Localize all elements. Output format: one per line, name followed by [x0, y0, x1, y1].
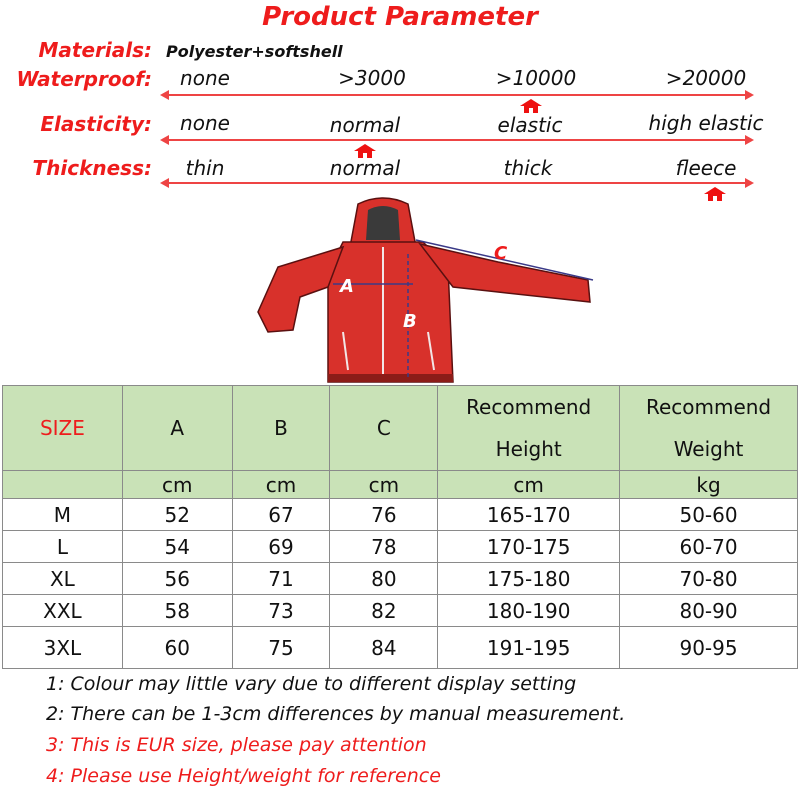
- header-weight-line1: Recommend: [645, 395, 772, 419]
- cell-weight: 50-60: [620, 499, 798, 531]
- cell-c: 76: [330, 499, 438, 531]
- waterproof-scale-4: >20000: [665, 66, 747, 90]
- table-row: [3, 563, 798, 595]
- thickness-label: Thickness:: [32, 156, 152, 180]
- unit-weight: kg: [620, 471, 798, 499]
- diagram-label-b: B: [403, 311, 417, 332]
- cell-a: 56: [122, 563, 232, 595]
- header-recommend-height: [438, 386, 620, 471]
- size-table: [2, 385, 798, 669]
- cell-size: XXL: [3, 595, 123, 627]
- elasticity-scale-2: normal: [329, 113, 401, 137]
- materials-value: Polyester+softshell: [166, 42, 343, 61]
- thickness-scale-1: thin: [185, 156, 225, 180]
- table-row: [3, 531, 798, 563]
- header-recommend-weight: [620, 386, 798, 471]
- cell-c: 84: [330, 627, 438, 669]
- waterproof-scale-2: >3000: [338, 66, 406, 90]
- cell-weight: 60-70: [620, 531, 798, 563]
- cell-height: 191-195: [438, 627, 620, 669]
- elasticity-scale-1: none: [180, 111, 230, 135]
- cell-height: 170-175: [438, 531, 620, 563]
- cell-weight: 90-95: [620, 627, 798, 669]
- jacket-measurement-diagram: [248, 192, 608, 387]
- header-height-line2: Height: [495, 437, 562, 461]
- cell-c: 80: [330, 563, 438, 595]
- header-height-line1: Recommend: [466, 395, 592, 419]
- thickness-scale-2: normal: [329, 156, 401, 180]
- header-size: SIZE: [3, 386, 123, 471]
- waterproof-selected-marker-icon: [519, 98, 543, 114]
- cell-weight: 80-90: [620, 595, 798, 627]
- elasticity-scale-3: elastic: [497, 113, 563, 137]
- header-a: A: [122, 386, 232, 471]
- cell-height: 165-170: [438, 499, 620, 531]
- thickness-scale-4: fleece: [675, 156, 737, 180]
- unit-c: cm: [330, 471, 438, 499]
- note-1: 1: Colour may little vary due to different display setting: [46, 673, 577, 695]
- cell-size: XL: [3, 563, 123, 595]
- waterproof-scale-3: >10000: [495, 66, 577, 90]
- cell-a: 52: [122, 499, 232, 531]
- cell-b: 67: [232, 499, 330, 531]
- diagram-label-a: A: [340, 276, 354, 297]
- unit-size: [3, 471, 123, 499]
- page-title: Product Parameter: [262, 2, 538, 32]
- note-3: 3: This is EUR size, please pay attention: [46, 734, 427, 756]
- thickness-scale-line: [162, 182, 752, 184]
- waterproof-label: Waterproof:: [16, 67, 152, 91]
- header-b: B: [232, 386, 330, 471]
- unit-b: cm: [232, 471, 330, 499]
- waterproof-scale-line: [162, 94, 752, 96]
- table-row: [3, 595, 798, 627]
- cell-height: 180-190: [438, 595, 620, 627]
- table-row: [3, 499, 798, 531]
- cell-weight: 70-80: [620, 563, 798, 595]
- materials-label: Materials:: [38, 38, 152, 62]
- cell-a: 58: [122, 595, 232, 627]
- cell-b: 71: [232, 563, 330, 595]
- elasticity-scale-4: high elastic: [648, 111, 764, 135]
- elasticity-scale-line: [162, 139, 752, 141]
- table-header-row: [3, 386, 798, 471]
- cell-size: M: [3, 499, 123, 531]
- thickness-selected-marker-icon: [703, 186, 727, 202]
- table-row: [3, 627, 798, 669]
- cell-b: 69: [232, 531, 330, 563]
- cell-a: 54: [122, 531, 232, 563]
- cell-b: 75: [232, 627, 330, 669]
- cell-c: 82: [330, 595, 438, 627]
- unit-height: cm: [438, 471, 620, 499]
- elasticity-label: Elasticity:: [40, 112, 152, 136]
- cell-b: 73: [232, 595, 330, 627]
- header-weight-line2: Weight: [673, 437, 744, 461]
- note-2: 2: There can be 1-3cm differences by manual measurement.: [46, 703, 626, 725]
- cell-c: 78: [330, 531, 438, 563]
- table-unit-row: [3, 471, 798, 499]
- header-c: C: [330, 386, 438, 471]
- cell-a: 60: [122, 627, 232, 669]
- cell-size: 3XL: [3, 627, 123, 669]
- diagram-label-c: C: [494, 243, 508, 264]
- cell-size: L: [3, 531, 123, 563]
- waterproof-scale-1: none: [180, 66, 230, 90]
- thickness-scale-3: thick: [503, 156, 553, 180]
- unit-a: cm: [122, 471, 232, 499]
- cell-height: 175-180: [438, 563, 620, 595]
- note-4: 4: Please use Height/weight for reference: [46, 765, 441, 787]
